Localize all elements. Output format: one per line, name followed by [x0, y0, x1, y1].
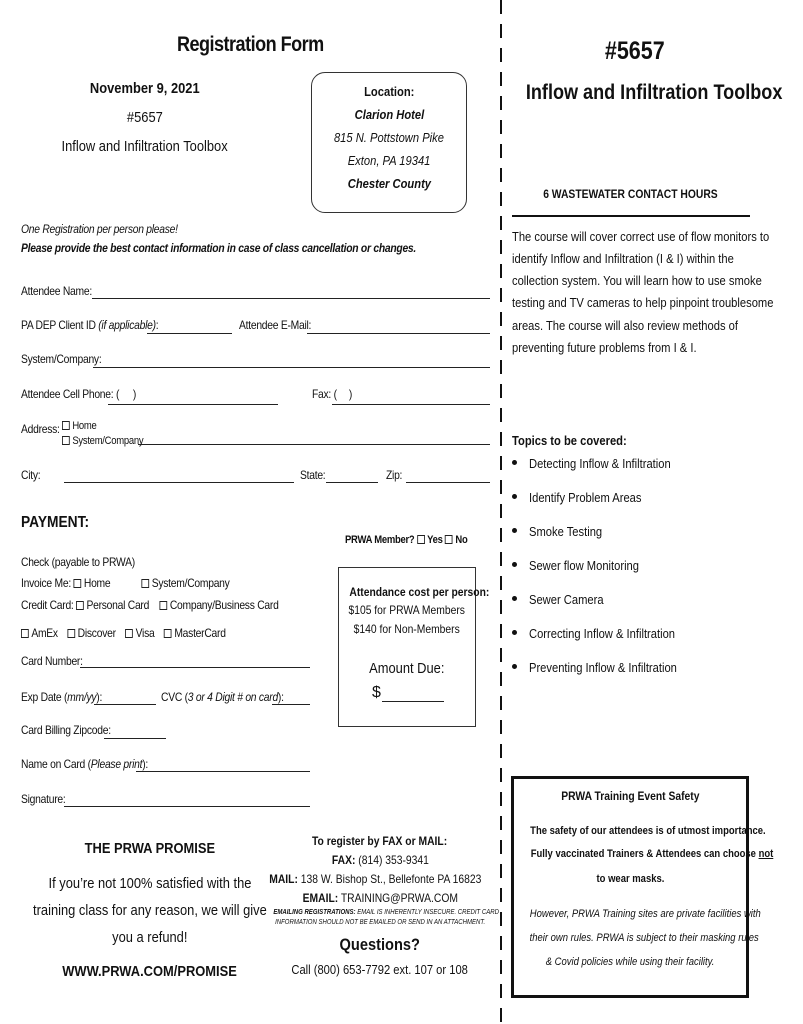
- cell-input[interactable]: [108, 404, 278, 405]
- exp-date-input[interactable]: [94, 704, 156, 705]
- signature-label: Signature:: [21, 792, 66, 806]
- safety-line-1: The safety of our attendees is of utmost importance.: [530, 825, 766, 837]
- course-number-right: #5657: [605, 37, 665, 65]
- promise-url[interactable]: WWW.PRWA.COM/PROMISE: [62, 963, 238, 980]
- safety-line-2: Fully vaccinated Trainers & Attendees can choose not: [530, 848, 774, 860]
- invoice-system-checkbox[interactable]: [141, 579, 149, 588]
- cost-nonmember: $140 for Non-Members: [353, 622, 461, 636]
- safety-heading: PRWA Training Event Safety: [560, 789, 700, 803]
- attendee-name-input[interactable]: [92, 298, 490, 299]
- promise-line-1: If you’re not 100% satisfied with the: [48, 875, 252, 892]
- state-input[interactable]: [326, 482, 378, 483]
- questions-call: Call (800) 653-7792 ext. 107 or 108: [291, 962, 469, 977]
- zip-input[interactable]: [406, 482, 490, 483]
- cost-member: $105 for PRWA Members: [348, 603, 466, 617]
- address-input[interactable]: [138, 444, 490, 445]
- course-date: November 9, 2021: [90, 80, 200, 97]
- safety-line-6: & Covid policies while using their facility.: [545, 956, 715, 968]
- invoice-home-checkbox[interactable]: [74, 579, 82, 588]
- amount-due-label: Amount Due:: [369, 660, 445, 677]
- card-number-input[interactable]: [80, 667, 310, 668]
- promise-line-3: you a refund!: [112, 929, 188, 946]
- city-label: City:: [21, 468, 41, 482]
- topic-item: Identify Problem Areas: [512, 490, 660, 505]
- fax-label: Fax: ( ): [312, 387, 353, 401]
- register-email: EMAIL: TRAINING@PRWA.COM: [302, 891, 458, 905]
- fax-input[interactable]: [332, 404, 490, 405]
- member-question: PRWA Member? Yes No: [345, 534, 468, 546]
- address-home-option[interactable]: Home: [62, 420, 97, 432]
- cvc-label: CVC (3 or 4 Digit # on card):: [161, 690, 284, 704]
- topic-item: Sewer Camera: [512, 592, 616, 607]
- course-title-right: Inflow and Infiltration Toolbox: [525, 81, 783, 104]
- topic-item: Detecting Inflow & Infiltration: [512, 456, 694, 471]
- promise-line-2: training class for any reason, we will give: [33, 902, 267, 919]
- zip-label: Zip:: [386, 468, 403, 482]
- desc-line: identify Inflow and Infiltration (I & I) within the: [512, 251, 734, 266]
- safety-line-5: their own rules. PRWA is subject to their masking rules: [529, 932, 759, 944]
- system-input[interactable]: [93, 367, 490, 368]
- location-heading: Location:: [363, 84, 415, 99]
- safety-line-3: to wear masks.: [596, 873, 664, 885]
- register-fax: FAX: (814) 353-9341: [331, 853, 429, 867]
- location-county: Chester County: [347, 176, 431, 191]
- business-card-checkbox[interactable]: [160, 601, 168, 610]
- cvc-input[interactable]: [272, 704, 310, 705]
- address-label: Address:: [21, 422, 60, 436]
- topic-item: Correcting Inflow & Infiltration: [512, 626, 699, 641]
- location-street: 815 N. Pottstown Pike: [334, 130, 444, 145]
- course-number-left: #5657: [127, 109, 163, 126]
- email-input[interactable]: [307, 333, 490, 334]
- instruction-contact-info: Please provide the best contact information in case of class cancellation or changes.: [21, 241, 417, 255]
- register-warning-1: EMAILING REGISTRATIONS: EMAIL IS INHERENTLY INSECURE. CREDIT CARD: [273, 909, 499, 916]
- attendee-name-label: Attendee Name:: [21, 284, 92, 298]
- desc-line: preventing future problems from I & I.: [512, 340, 697, 355]
- promise-heading: THE PRWA PROMISE: [84, 840, 216, 857]
- state-label: State:: [300, 468, 326, 482]
- amex-checkbox[interactable]: [21, 629, 29, 638]
- safety-line-4: However, PRWA Training sites are private facilities with: [529, 908, 761, 920]
- personal-card-checkbox[interactable]: [76, 601, 84, 610]
- billing-zip-label: Card Billing Zipcode:: [21, 723, 111, 737]
- invoice-row: Invoice Me: Home System/Company: [21, 576, 230, 590]
- form-title: Registration Form: [176, 33, 324, 56]
- email-label: Attendee E-Mail:: [239, 318, 312, 332]
- register-warning-2: INFORMATION SHOULD NOT BE EMAILED OR SEND IN AN ATTACHMENT.: [274, 919, 486, 926]
- register-heading: To register by FAX or MAIL:: [312, 834, 448, 848]
- discover-checkbox[interactable]: [67, 629, 75, 638]
- billing-zip-input[interactable]: [104, 738, 166, 739]
- exp-date-label: Exp Date (mm/yy):: [21, 690, 103, 704]
- visa-checkbox[interactable]: [125, 629, 133, 638]
- location-city: Exton, PA 19341: [347, 153, 431, 168]
- desc-line: The course will cover correct use of flow monitors to: [512, 229, 770, 244]
- contact-hours: 6 WASTEWATER CONTACT HOURS: [542, 187, 718, 201]
- mastercard-checkbox[interactable]: [164, 629, 172, 638]
- client-id-label: PA DEP Client ID (if applicable):: [21, 318, 159, 332]
- client-id-input[interactable]: [147, 333, 232, 334]
- address-system-option[interactable]: System/Company: [62, 435, 143, 447]
- questions-heading: Questions?: [339, 935, 421, 954]
- topic-item: Sewer flow Monitoring: [512, 558, 657, 573]
- signature-input[interactable]: [64, 806, 310, 807]
- payment-heading: PAYMENT:: [21, 514, 90, 531]
- credit-card-row: Credit Card: Personal Card Company/Business Card: [21, 598, 279, 612]
- name-on-card-input[interactable]: [136, 771, 310, 772]
- system-label: System/Company:: [21, 352, 102, 366]
- topics-heading: Topics to be covered:: [512, 433, 627, 448]
- amount-due-input[interactable]: [382, 701, 444, 702]
- desc-line: testing and TV cameras to help pinpoint troublesome: [512, 295, 774, 310]
- home-checkbox[interactable]: [62, 421, 70, 430]
- system-checkbox[interactable]: [62, 436, 70, 445]
- cell-label: Attendee Cell Phone: ( ): [21, 387, 137, 401]
- topic-item: Smoke Testing: [512, 524, 614, 539]
- register-mail: MAIL: 138 W. Bishop St., Bellefonte PA 16823: [268, 872, 482, 886]
- card-type-row: AmEx Discover Visa MasterCard: [21, 626, 226, 640]
- contact-hours-rule: [512, 215, 750, 217]
- instruction-one-per-person: One Registration per person please!: [21, 222, 178, 236]
- location-venue: Clarion Hotel: [354, 107, 424, 122]
- name-on-card-label: Name on Card (Please print):: [21, 757, 149, 771]
- city-input[interactable]: [64, 482, 294, 483]
- desc-line: areas. The course will also review methods of: [512, 318, 738, 333]
- desc-line: collection system. You will learn how to use smoke: [512, 273, 762, 288]
- card-number-label: Card Number:: [21, 654, 83, 668]
- vertical-divider: [500, 0, 502, 1024]
- cost-heading: Attendance cost per person:: [349, 585, 490, 599]
- course-name-left: Inflow and Infiltration Toolbox: [61, 138, 229, 155]
- amount-due-dollar: $: [372, 684, 381, 701]
- topic-item: Preventing Inflow & Infiltration: [512, 660, 701, 675]
- check-option: Check (payable to PRWA): [21, 555, 135, 569]
